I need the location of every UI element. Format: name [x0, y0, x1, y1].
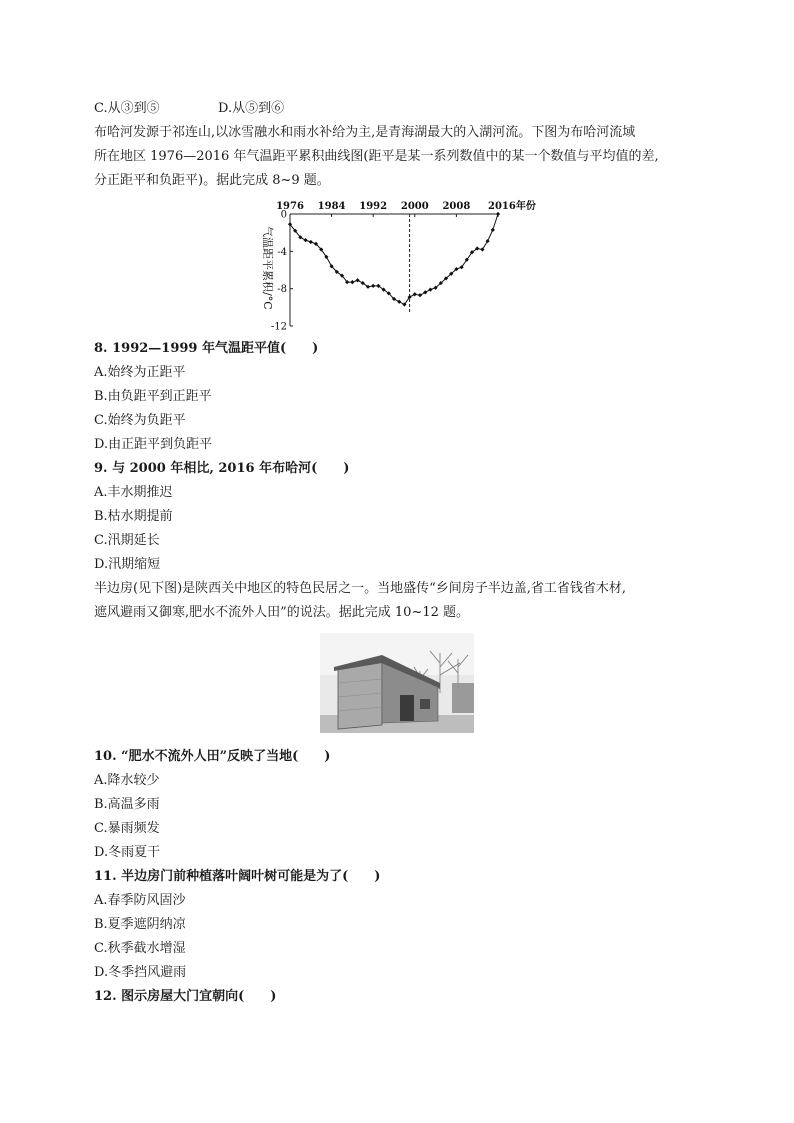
q9-option-d[interactable]: D.汛期缩短	[94, 557, 161, 572]
temperature-anomaly-chart	[250, 196, 550, 336]
data-point	[371, 284, 375, 288]
q9-option-b[interactable]: B.枯水期提前	[94, 509, 173, 524]
q10-option-c[interactable]: C.暴雨频发	[94, 821, 160, 836]
q8-option-a[interactable]: A.始终为正距平	[94, 365, 186, 380]
q11-option-b[interactable]: B.夏季遮阴纳凉	[94, 917, 186, 932]
option-c-prev: C.从③到⑤	[94, 101, 160, 116]
option-d-prev: D.从⑤到⑥	[218, 101, 285, 116]
intro-8-9-line3: 分正距平和负距平)。据此完成 8~9 题。	[94, 173, 330, 188]
data-point	[496, 212, 500, 216]
q10-option-a[interactable]: A.降水较少	[94, 773, 160, 788]
y-tick-label: -8	[277, 284, 287, 296]
data-point	[491, 228, 495, 232]
x-tick-label: 1984	[317, 201, 346, 212]
q9-option-c[interactable]: C.汛期延长	[94, 533, 160, 548]
q11-option-a[interactable]: A.春季防风固沙	[94, 893, 186, 908]
x-tick-label: 2016年份	[488, 201, 536, 212]
intro-10-12-line2: 遮风避雨又御寒,肥水不流外人田”的说法。据此完成 10~12 题。	[94, 605, 470, 620]
q10-option-d[interactable]: D.冬雨夏干	[94, 845, 161, 860]
q8-option-d[interactable]: D.由正距平到负距平	[94, 437, 213, 452]
data-point	[304, 238, 308, 242]
x-tick-label: 1992	[359, 201, 388, 212]
q8-option-c[interactable]: C.始终为负距平	[94, 413, 186, 428]
y-tick-label: -4	[277, 246, 287, 258]
q11-option-d[interactable]: D.冬季挡风避雨	[94, 965, 187, 980]
q12-stem: 12. 图示房屋大门宜朝向( )	[94, 989, 277, 1004]
intro-8-9-line2: 所在地区 1976—2016 年气温距平累积曲线图(距平是某一系列数值中的某一个数值与平均值的差,	[94, 149, 659, 164]
q9-stem: 9. 与 2000 年相比, 2016 年布哈河( )	[94, 461, 350, 476]
q11-option-c[interactable]: C.秋季截水增湿	[94, 941, 186, 956]
q11-stem: 11. 半边房门前种植落叶阔叶树可能是为了( )	[94, 869, 381, 884]
chart-axes	[290, 214, 499, 326]
x-tick-label: 2000	[400, 201, 429, 212]
data-point	[428, 288, 432, 292]
intro-8-9-line1: 布哈河发源于祁连山,以冰雪融水和雨水补给为主,是青海湖最大的入湖河流。下图为布哈河流域	[94, 125, 636, 140]
x-tick-label: 2008	[442, 201, 471, 212]
intro-10-12-line1: 半边房(见下图)是陕西关中地区的特色民居之一。当地盛传“乡间房子半边盖,省工省钱省木材,	[94, 581, 627, 596]
q9-option-a[interactable]: A.丰水期推迟	[94, 485, 173, 500]
data-point	[423, 290, 427, 294]
data-point	[397, 300, 401, 304]
half-side-house-photo	[320, 633, 474, 733]
data-point	[309, 240, 313, 244]
x-tick-label: 1976	[276, 201, 304, 212]
q10-stem: 10. “肥水不流外人田”反映了当地( )	[94, 749, 331, 764]
q10-option-b[interactable]: B.高温多雨	[94, 797, 160, 812]
y-axis-label: 气温距平累积/°C	[261, 226, 274, 310]
data-point	[413, 292, 417, 296]
data-point	[356, 278, 360, 282]
y-tick-label: 0	[280, 209, 287, 221]
data-point	[350, 280, 354, 284]
y-tick-label: -12	[270, 321, 287, 333]
q8-option-b[interactable]: B.由负距平到正距平	[94, 389, 212, 404]
q8-stem: 8. 1992—1999 年气温距平值( )	[94, 341, 319, 356]
data-point	[418, 293, 422, 297]
